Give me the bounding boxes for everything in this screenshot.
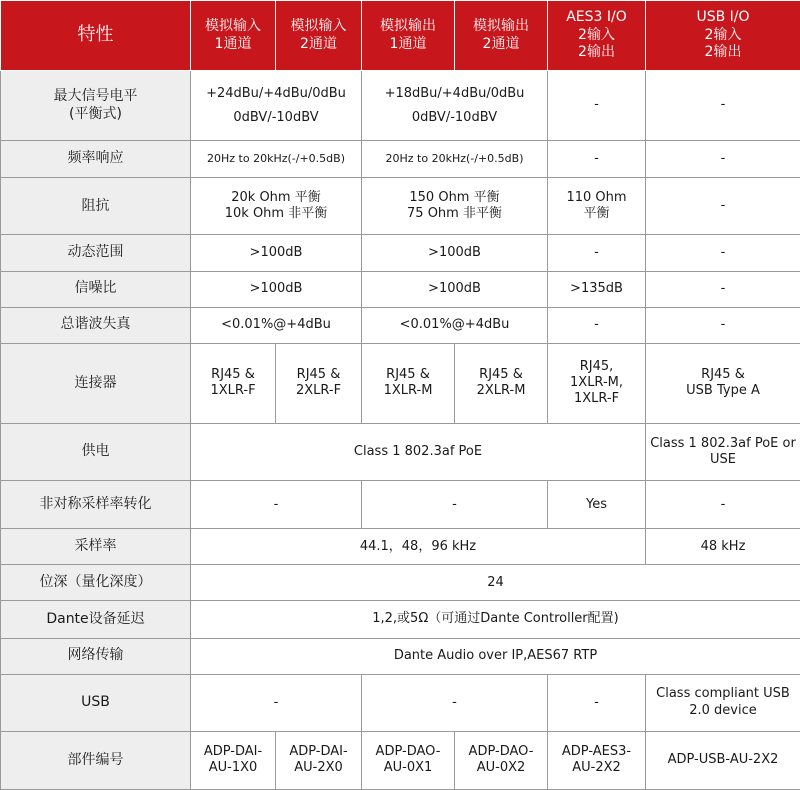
row-sample-rate [1, 529, 800, 565]
row-network [1, 638, 800, 674]
row-label: 采样率 [1, 529, 191, 565]
row-label: 供电 [1, 423, 191, 480]
row-impedance [1, 178, 800, 235]
cell-aes3: - [548, 674, 646, 731]
cell-analog-out: >100dB [362, 271, 548, 307]
row-bit-depth [1, 565, 800, 601]
row-label: Dante设备延迟 [1, 601, 191, 638]
cell-usb: - [646, 178, 800, 235]
row-usb [1, 674, 800, 731]
cell-aes3: - [548, 307, 646, 343]
cell-analog-in: <0.01%@+4dBu [191, 307, 362, 343]
cell-aes3: ADP-AES3- AU-2X2 [548, 731, 646, 789]
header-analog-in-2ch: 模拟输入 2通道 [276, 1, 362, 71]
cell-analog-out-1ch: RJ45 & 1XLR-M [362, 343, 455, 423]
row-label: 动态范围 [1, 235, 191, 271]
row-part-number [1, 731, 800, 789]
row-label: 总谐波失真 [1, 307, 191, 343]
cell-usb: 48 kHz [646, 529, 800, 565]
cell-usb: - [646, 141, 800, 178]
cell-usb: Class 1 802.3af PoE or USE [646, 423, 800, 480]
cell-aes3: - [548, 235, 646, 271]
header-aes3-io: AES3 I/O 2输入 2输出 [548, 1, 646, 71]
cell-aes3: Yes [548, 481, 646, 529]
row-label: 非对称采样率转化 [1, 481, 191, 529]
row-label: 最大信号电平 (平衡式) [1, 71, 191, 141]
cell-aes3: >135dB [548, 271, 646, 307]
cell-aes3: - [548, 141, 646, 178]
header-feature: 特性 [1, 1, 191, 71]
row-label: 网络传输 [1, 638, 191, 674]
row-label: 位深（量化深度） [1, 565, 191, 601]
row-label: 信噪比 [1, 271, 191, 307]
row-connector [1, 343, 800, 423]
cell-analog-in: - [191, 674, 362, 731]
cell-usb: RJ45 & USB Type A [646, 343, 800, 423]
cell-analog-out: <0.01%@+4dBu [362, 307, 548, 343]
header-analog-in-1ch: 模拟输入 1通道 [191, 1, 276, 71]
header-analog-out-1ch: 模拟输出 1通道 [362, 1, 455, 71]
cell-analog-in: 20k Ohm 平衡 10k Ohm 非平衡 [191, 178, 362, 235]
cell-analog-out: >100dB [362, 235, 548, 271]
cell-analog-in: 20Hz to 20kHz(-/+0.5dB) [191, 141, 362, 178]
cell-analog-in-2ch: ADP-DAI- AU-2X0 [276, 731, 362, 789]
cell-power-main: Class 1 802.3af PoE [191, 423, 646, 480]
row-snr [1, 271, 800, 307]
cell-analog-in-1ch: ADP-DAI- AU-1X0 [191, 731, 276, 789]
cell-analog-out-2ch: RJ45 & 2XLR-M [455, 343, 548, 423]
cell-analog-out-2ch: ADP-DAO- AU-0X2 [455, 731, 548, 789]
cell-usb: - [646, 307, 800, 343]
row-power [1, 423, 800, 480]
cell-aes3: RJ45, 1XLR-M, 1XLR-F [548, 343, 646, 423]
cell-sample-rate-main: 44.1，48，96 kHz [191, 529, 646, 565]
header-analog-out-2ch: 模拟输出 2通道 [455, 1, 548, 71]
cell-analog-out: - [362, 481, 548, 529]
cell-usb: ADP-USB-AU-2X2 [646, 731, 800, 789]
cell-analog-in-2ch: RJ45 & 2XLR-F [276, 343, 362, 423]
row-max-level [1, 71, 800, 141]
cell-usb: - [646, 71, 800, 141]
cell-analog-out: 20Hz to 20kHz(-/+0.5dB) [362, 141, 548, 178]
header-row [1, 1, 800, 71]
cell-analog-in: - [191, 481, 362, 529]
cell-analog-in-1ch: RJ45 & 1XLR-F [191, 343, 276, 423]
cell-usb: - [646, 235, 800, 271]
cell-analog-out: 150 Ohm 平衡 75 Ohm 非平衡 [362, 178, 548, 235]
cell-analog-out: - [362, 674, 548, 731]
cell-analog-out-1ch: ADP-DAO- AU-0X1 [362, 731, 455, 789]
cell-analog-out: +18dBu/+4dBu/0dBu 0dBV/-10dBV [362, 71, 548, 141]
row-label: 频率响应 [1, 141, 191, 178]
cell-aes3: - [548, 71, 646, 141]
row-asrc [1, 481, 800, 529]
row-label: 部件编号 [1, 731, 191, 789]
row-thd [1, 307, 800, 343]
row-frequency-response [1, 141, 800, 178]
row-latency [1, 601, 800, 638]
cell-analog-in: >100dB [191, 235, 362, 271]
header-usb-io: USB I/O 2输入 2输出 [646, 1, 800, 71]
row-label: USB [1, 674, 191, 731]
cell-usb: - [646, 271, 800, 307]
cell-all: 24 [191, 565, 800, 601]
cell-all: 1,2,或5Ω（可通过Dante Controller配置) [191, 601, 800, 638]
cell-usb: Class compliant USB 2.0 device [646, 674, 800, 731]
row-label: 阻抗 [1, 178, 191, 235]
row-dynamic-range [1, 235, 800, 271]
row-label: 连接器 [1, 343, 191, 423]
cell-aes3: 110 Ohm 平衡 [548, 178, 646, 235]
cell-all: Dante Audio over IP,AES67 RTP [191, 638, 800, 674]
cell-analog-in: +24dBu/+4dBu/0dBu 0dBV/-10dBV [191, 71, 362, 141]
cell-usb: - [646, 481, 800, 529]
cell-analog-in: >100dB [191, 271, 362, 307]
